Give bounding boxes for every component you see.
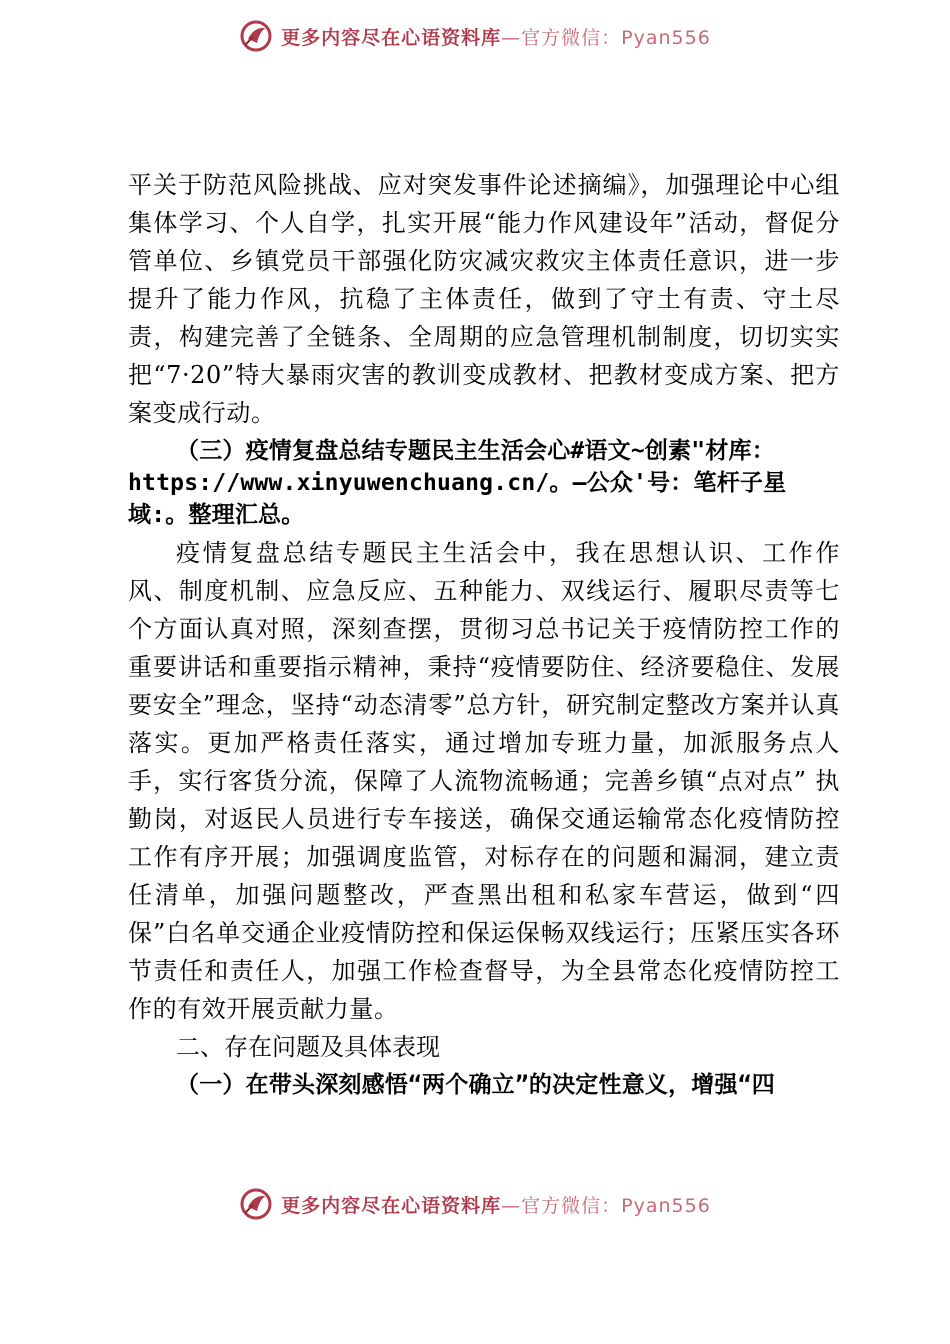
footer-brand: 更多内容尽在心语资料库	[281, 1194, 502, 1217]
section-title-2: 二、存在问题及具体表现	[176, 1033, 440, 1061]
logo-icon	[239, 1187, 273, 1221]
header-banner-text	[281, 23, 711, 50]
header-contact: —官方微信：Pyan556	[501, 26, 711, 49]
paragraph-2: 疫情复盘总结专题民主生活会中，我在思想认识、工作作风、制度机制、应急反应、五种能力、双线运行、履职尽责等七个方面认真对照，深刻查摆，贯彻习总书记关于疫情防控工作的重要讲话和重要指示精神，秉持“疫情要防住、经济要稳住、发展要安全”理念，坚持“动态清零”总方针，研究制定整改方案并认真落实。更加严格责任落实，通过增加专班力量，加派服务点人手，实行客货分流，保障了人流物流畅通；完善乡镇“点对点” 执勤岗，对返民人员进行专车接送，确保交通运输常态化疫情防控工作有序开展；加强调度监管，对标存在的问题和漏洞，建立责任清单，加强问题整改，严查黑出租和私家车营运，做到“四保”白名单交通企业疫情防控和保运保畅双线运行；压紧压实各环节责任和责任人，加强工作检查督导，为全县常态化疫情防控工作的有效开展贡献力量。	[128, 539, 840, 1023]
heading-section-3: （三）疫情复盘总结专题民主生活会心#语文~创素"材库：https://www.xinyuwenchuang.cn/。—公众'号：笔杆子星域:。整理汇总。	[128, 438, 787, 528]
footer-banner-text	[281, 1191, 711, 1218]
header-brand: 更多内容尽在心语资料库	[281, 26, 502, 49]
paragraph-1: 平关于防范风险挑战、应对突发事件论述摘编》，加强理论中心组集体学习、个人自学，扎实开展“能力作风建设年”活动，督促分管单位、乡镇党员干部强化防灾减灾救灾主体责任意识，进一步提升了能力作风，抗稳了主体责任，做到了守土有责、守土尽责，构建完善了全链条、全周期的应急管理机制制度，切切实实把“7·20”特大暴雨灾害的教训变成教材、把教材变成方案、把方案变成行动。	[128, 171, 840, 427]
footer-banner	[0, 1184, 950, 1224]
logo-icon	[239, 19, 273, 53]
footer-contact: —官方微信：Pyan556	[501, 1194, 711, 1217]
heading-subsection-1: （一）在带头深刻感悟“两个确立”的决定性意义，增强“四	[176, 1072, 775, 1098]
header-banner	[0, 16, 950, 56]
document-body	[128, 166, 840, 1104]
